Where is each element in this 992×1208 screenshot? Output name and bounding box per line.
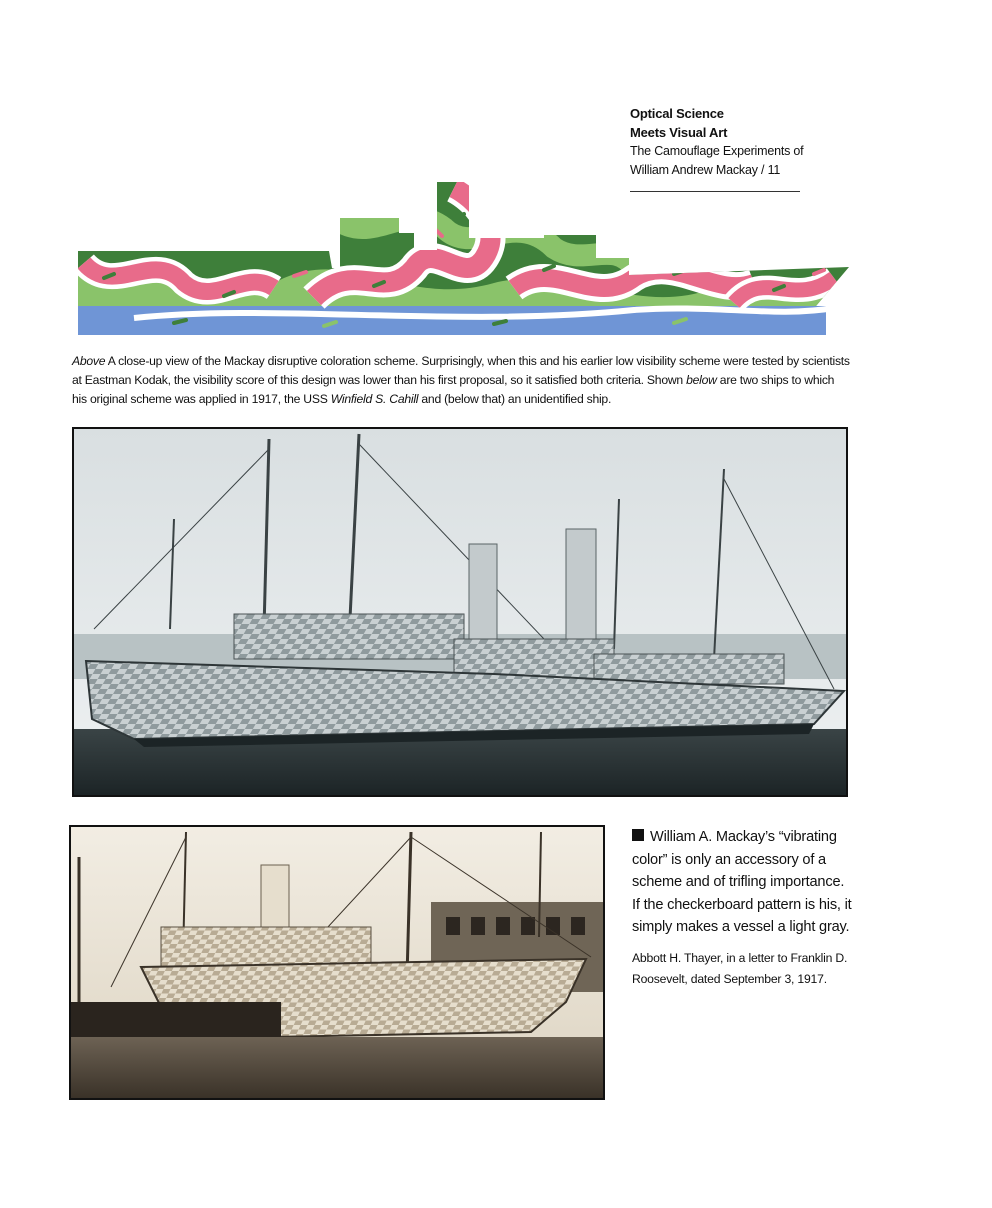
unidentified-ship-photo (69, 825, 605, 1100)
header-subtitle-line-1: The Camouflage Experiments of (630, 144, 804, 158)
ship-photo-top-graphic (74, 429, 846, 795)
caption-lead-word: Above (72, 354, 106, 368)
header-subtitle-line-2: William Andrew Mackay / 11 (630, 163, 781, 177)
square-bullet-icon (632, 829, 644, 841)
caption-text-part-2: are two ships to which his original scheme was applied in 1917, the USS (72, 373, 835, 406)
figure-caption (72, 352, 852, 409)
pull-quote-text: William A. Mackay’s “vibrating color” is only an accessory of a scheme and of trifling importance. If the checkerboard pattern is his, it simply makes a vessel a light gray. (632, 829, 852, 935)
caption-text-part-1: A close-up view of the Mackay disruptive coloration scheme. Surprisingly, when this and his earlier low visibility scheme were tested by scientists at Eastman Kodak, the visibility score of this design was lower than his first proposal, so it satisfied both criteria. Shown (72, 354, 850, 387)
caption-ship-name: Winfield S. Cahill (330, 392, 419, 406)
header-title-line-1: Optical Science (630, 106, 724, 121)
quote-attribution: Abbott H. Thayer, in a letter to Franklin D. Roosevelt, dated September 3, 1917. (632, 951, 848, 986)
ship-camouflage-illustration (74, 178, 894, 340)
uss-winfield-s-cahill-photo (72, 427, 848, 797)
ship-photo-bottom-graphic (71, 827, 603, 1098)
pull-quote (632, 826, 854, 939)
caption-text-part-3: and (below that) an unidentified ship. (418, 392, 612, 406)
caption-below-word: below (686, 373, 717, 387)
header-title-line-2: Meets Visual Art (630, 125, 728, 140)
